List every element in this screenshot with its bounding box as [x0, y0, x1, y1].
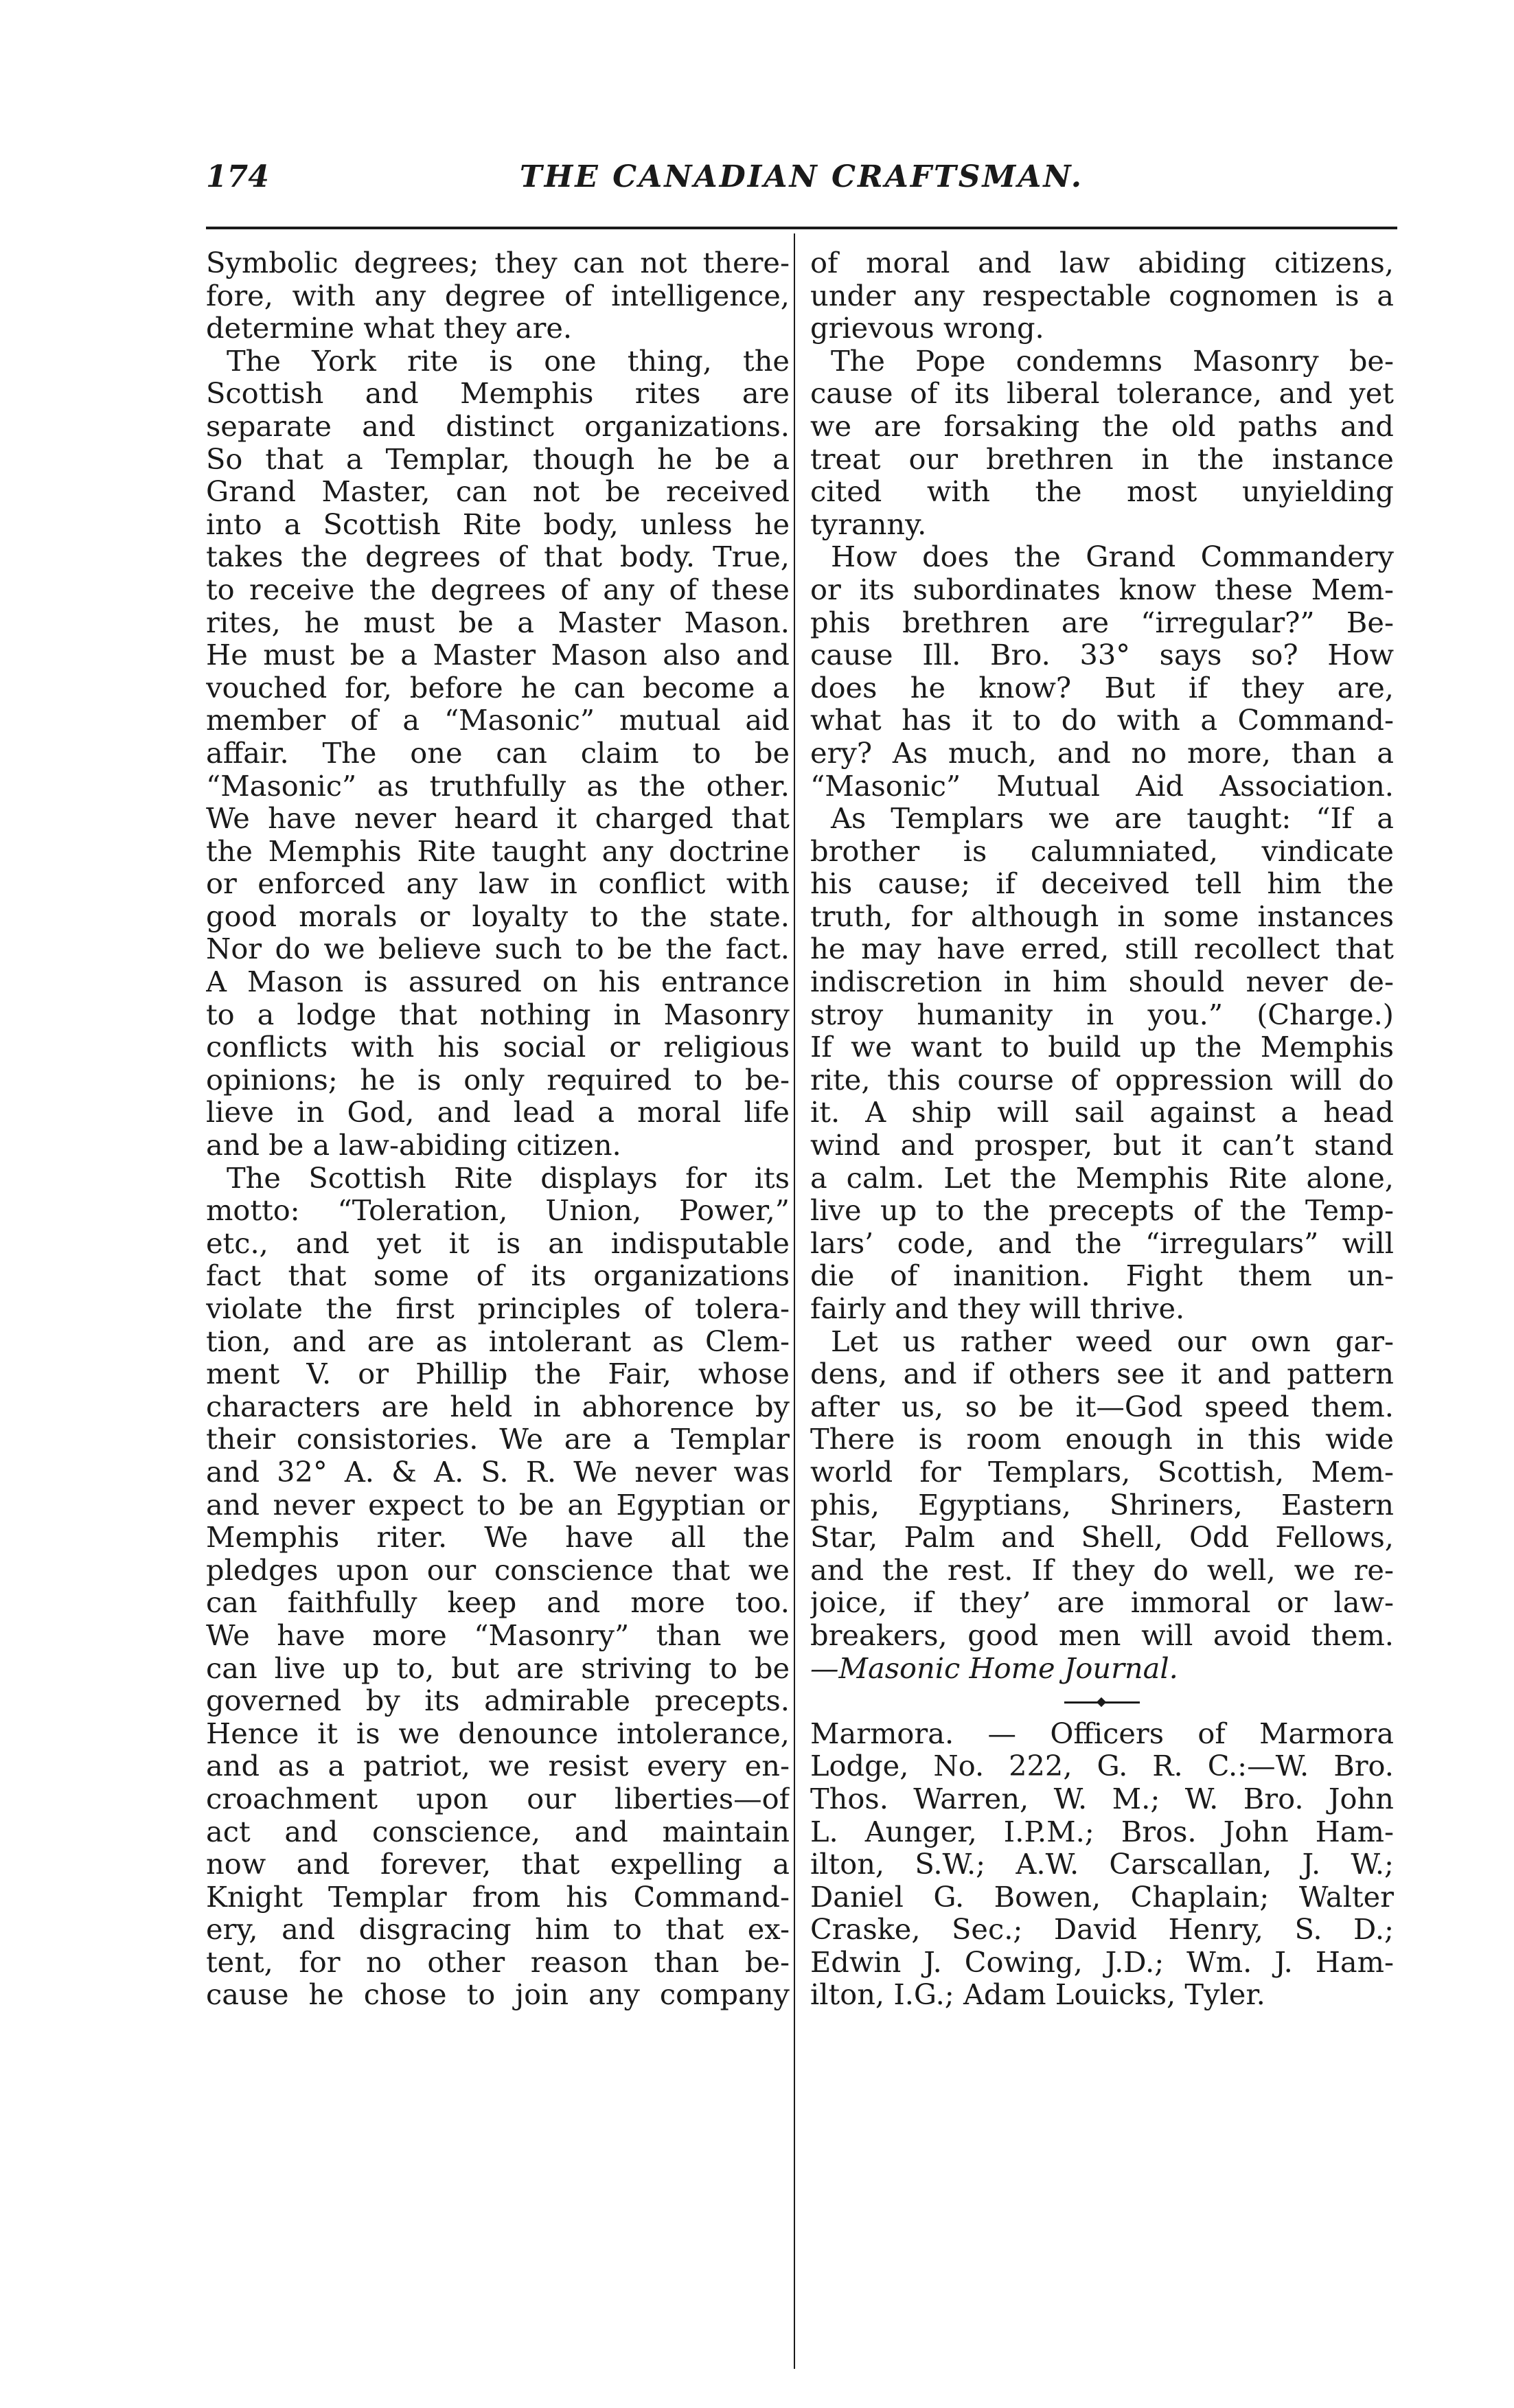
- text-line: takes the degrees of that body. True,: [206, 542, 790, 574]
- text-line: fore, with any degree of intelligence,: [206, 281, 790, 312]
- text-line: a calm. Let the Memphis Rite alone,: [810, 1163, 1394, 1195]
- notice-line: Marmora. — Officers of Marmora: [810, 1719, 1394, 1750]
- text-line: cause Ill. Bro. 33° says so? How: [810, 641, 1394, 672]
- text-line: cause of its liberal tolerance, and yet: [810, 379, 1394, 411]
- section-separator: [810, 1686, 1394, 1719]
- text-line: croachment upon our liberties—of: [206, 1784, 790, 1815]
- text-line: breakers, good men will avoid them.: [810, 1620, 1394, 1652]
- text-line: lars’ code, and the “irregulars” will: [810, 1228, 1394, 1260]
- text-line: violate the first principles of tolera-: [206, 1294, 790, 1325]
- text-line: and as a patriot, we resist every en-: [206, 1752, 790, 1783]
- text-line: characters are held in abhorence by: [206, 1392, 790, 1423]
- text-line: world for Templars, Scottish, Mem-: [810, 1457, 1394, 1489]
- text-line: Nor do we believe such to be the fact.: [206, 934, 790, 966]
- text-line: tent, for no other reason than be-: [206, 1947, 790, 1979]
- text-line: and 32° A. & A. S. R. We never was: [206, 1457, 790, 1489]
- text-line: truth, for although in some instances: [810, 902, 1394, 933]
- text-line: or enforced any law in conflict with: [206, 869, 790, 901]
- text-line: die of inanition. Fight them un-: [810, 1261, 1394, 1293]
- text-line: There is room enough in this wide: [810, 1425, 1394, 1456]
- text-line: their consistories. We are a Templar: [206, 1425, 790, 1456]
- page-number: 174: [206, 159, 269, 194]
- text-line: phis brethren are “irregular?” Be-: [810, 608, 1394, 639]
- text-line: does he know? But if they are,: [810, 673, 1394, 704]
- text-line: He must be a Master Mason also and: [206, 641, 790, 672]
- text-line: conflicts with his social or religious: [206, 1033, 790, 1064]
- text-line: If we want to build up the Memphis: [810, 1033, 1394, 1064]
- text-line: How does the Grand Commandery: [831, 542, 1394, 574]
- text-line: can faithfully keep and more too.: [206, 1588, 790, 1620]
- source-attribution: —Masonic Home Journal.: [810, 1653, 1178, 1685]
- notice-line: L. Aunger, I.P.M.; Bros. John Ham-: [810, 1817, 1394, 1848]
- text-line: wind and prosper, but it can’t stand: [810, 1131, 1394, 1162]
- text-line: Grand Master, can not be received: [206, 477, 790, 509]
- text-line: of moral and law abiding citizens,: [810, 249, 1394, 279]
- text-line: vouched for, before he can become a: [206, 673, 790, 704]
- text-line: to receive the degrees of any of these: [206, 575, 790, 606]
- text-line: now and forever, that expelling a: [206, 1850, 790, 1881]
- text-line: member of a “Masonic” mutual aid: [206, 706, 790, 737]
- text-line: Star, Palm and Shell, Odd Fellows,: [810, 1523, 1394, 1555]
- notice-line: Lodge, No. 222, G. R. C.:—W. Bro.: [810, 1752, 1394, 1783]
- text-line: tion, and are as intolerant as Clem-: [206, 1327, 790, 1358]
- text-line: live up to the precepts of the Temp-: [810, 1196, 1394, 1228]
- notice-line: Thos. Warren, W. M.; W. Bro. John: [810, 1784, 1394, 1815]
- right-column: [810, 249, 1394, 2013]
- text-line: it. A ship will sail against a head: [810, 1098, 1394, 1130]
- notice-line: Daniel G. Bowen, Chaplain; Walter: [810, 1882, 1394, 1914]
- text-line: The Scottish Rite displays for its: [227, 1163, 790, 1195]
- text-line: and never expect to be an Egyptian or: [206, 1490, 790, 1522]
- text-line: affair. The one can claim to be: [206, 738, 790, 770]
- text-line: separate and distinct organizations.: [206, 411, 790, 443]
- text-line: phis, Egyptians, Shriners, Eastern: [810, 1490, 1394, 1522]
- text-line: into a Scottish Rite body, unless he: [206, 509, 790, 541]
- text-line: The Pope condemns Masonry be-: [831, 346, 1394, 378]
- text-line: lieve in God, and lead a moral life: [206, 1098, 790, 1130]
- text-line: joice, if they’ are immoral or law-: [810, 1588, 1394, 1620]
- left-column: [206, 249, 790, 2013]
- text-line: etc., and yet it is an indisputable: [206, 1228, 790, 1260]
- text-line: opinions; he is only required to be-: [206, 1065, 790, 1097]
- text-line: and be a law-abiding citizen.: [206, 1131, 621, 1162]
- notice-line: Craske, Sec.; David Henry, S. D.;: [810, 1915, 1394, 1947]
- text-line: treat our brethren in the instance: [810, 444, 1394, 476]
- text-line: ment V. or Phillip the Fair, whose: [206, 1360, 790, 1391]
- text-line: determine what they are.: [206, 314, 573, 345]
- text-line: Memphis riter. We have all the: [206, 1523, 790, 1555]
- text-line: or its subordinates know these Mem-: [810, 575, 1394, 606]
- text-line: indiscretion in him should never de-: [810, 967, 1394, 999]
- column-divider: [794, 233, 795, 2369]
- text-line: brother is calumniated, vindicate: [810, 836, 1394, 868]
- text-line: Let us rather weed our own gar-: [831, 1327, 1394, 1358]
- text-line: governed by its admirable precepts.: [206, 1686, 790, 1718]
- text-line: grievous wrong.: [810, 314, 1044, 345]
- header-rule: [206, 227, 1397, 229]
- text-line: tyranny.: [810, 509, 927, 541]
- text-line: motto: “Toleration, Union, Power,”: [206, 1196, 790, 1228]
- text-line: The York rite is one thing, the: [227, 346, 790, 378]
- text-line: cited with the most unyielding: [810, 477, 1394, 509]
- text-line: ery? As much, and no more, than a: [810, 738, 1394, 770]
- text-line: good morals or loyalty to the state.: [206, 902, 790, 933]
- text-line: after us, so be it—God speed them.: [810, 1392, 1394, 1423]
- text-line: Knight Templar from his Command-: [206, 1882, 790, 1914]
- notice-line: Edwin J. Cowing, J.D.; Wm. J. Ham-: [810, 1947, 1394, 1979]
- text-line: rites, he must be a Master Mason.: [206, 608, 790, 639]
- text-line: under any respectable cognomen is a: [810, 281, 1394, 312]
- text-line: “Masonic” as truthfully as the other.: [206, 771, 790, 803]
- text-line: A Mason is assured on his entrance: [206, 967, 790, 999]
- text-line: We have more “Masonry” than we: [206, 1620, 790, 1652]
- text-line: cause he chose to join any company: [206, 1980, 790, 2012]
- text-line: dens, and if others see it and pattern: [810, 1360, 1394, 1391]
- text-line: We have never heard it charged that: [206, 804, 790, 836]
- text-line: act and conscience, and maintain: [206, 1817, 790, 1848]
- text-line: fairly and they will thrive.: [810, 1294, 1185, 1325]
- text-line: ery, and disgracing him to that ex-: [206, 1915, 790, 1947]
- notice-line: ilton, S.W.; A.W. Carscallan, J. W.;: [810, 1850, 1394, 1881]
- text-line: Scottish and Memphis rites are: [206, 379, 790, 411]
- text-line: “Masonic” Mutual Aid Association.: [810, 771, 1394, 803]
- running-title: THE CANADIAN CRAFTSMAN.: [519, 159, 1084, 194]
- text-line: can live up to, but are striving to be: [206, 1653, 790, 1685]
- text-line: the Memphis Rite taught any doctrine: [206, 836, 790, 868]
- notice-line: ilton, I.G.; Adam Louicks, Tyler.: [810, 1980, 1265, 2012]
- text-line: what has it to do with a Command-: [810, 706, 1394, 737]
- text-line: to a lodge that nothing in Masonry: [206, 1000, 790, 1031]
- text-line: and the rest. If they do well, we re-: [810, 1555, 1394, 1587]
- text-line: As Templars we are taught: “If a: [831, 804, 1394, 836]
- text-line: he may have erred, still recollect that: [810, 934, 1394, 966]
- text-line: stroy humanity in you.” (Charge.): [810, 1000, 1394, 1031]
- text-line: So that a Templar, though he be a: [206, 444, 790, 476]
- text-line: rite, this course of oppression will do: [810, 1065, 1394, 1097]
- text-line: we are forsaking the old paths and: [810, 411, 1394, 443]
- page-header: [206, 159, 1397, 207]
- text-line: his cause; if deceived tell him the: [810, 869, 1394, 901]
- text-line: fact that some of its organizations: [206, 1261, 790, 1293]
- text-line: Hence it is we denounce intolerance,: [206, 1719, 790, 1750]
- text-line: Symbolic degrees; they can not there-: [206, 249, 790, 279]
- text-line: pledges upon our conscience that we: [206, 1555, 790, 1587]
